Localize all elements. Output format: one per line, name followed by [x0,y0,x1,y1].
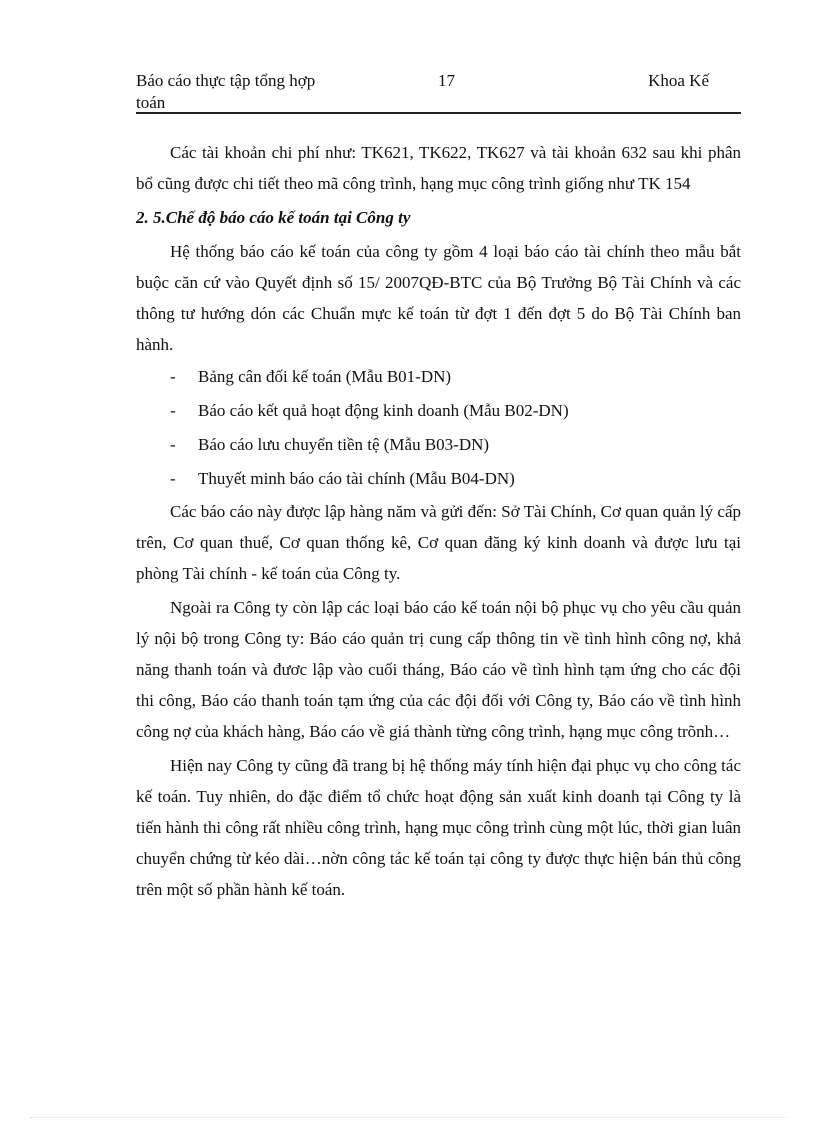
section-heading: 2. 5.Chế độ báo cáo kế toán tại Công ty [136,208,411,227]
list-item: - Báo cáo kết quả hoạt động kinh doanh (Mẫu B02-DN) [170,401,569,420]
list-item: - Thuyết minh báo cáo tài chính (Mẫu B04-DN) [170,469,515,488]
page-header [136,68,741,114]
header-title [136,70,315,114]
paragraph-report-recipients: Các báo cáo này được lập hàng năm và gửi đến: Sở Tài Chính, Cơ quan quản lý cấp trên, Cơ quan thuế, Cơ quan thống kê, Cơ quan đăng ký kinh doanh và được lưu tại phòng Tài chính - kế toán của Công ty. [136,502,741,583]
paragraph-internal-reports: Ngoài ra Công ty còn lập các loại báo cáo kế toán nội bộ phục vụ cho yêu cầu quản lý nội bộ trong Công ty: Báo cáo quản trị cung cấp thông tin về tình hình công nợ, khả năng thanh toán và đươc lập vào cuối tháng, Báo cáo về tình hình tạm ứng cho các đội thi công, Báo cáo thanh toán tạm ứng của các đội đối với Công ty, Báo cáo về tình hình công nợ của khách hàng, Báo cáo về giá thành từng công trình, hạng mục công trõnh… [136,598,741,741]
paragraph-accounts: Các tài khoản chi phí như: TK621, TK622, TK627 và tài khoản 632 sau khi phân bổ cũng được chi tiết theo mã công trình, hạng mục công trình giống như TK 154 [136,143,741,193]
report-list [136,360,741,496]
header-title-line2: toán [136,93,166,112]
list-item: - Bảng cân đối kế toán (Mẫu B01-DN) [170,367,452,386]
list-item: - Báo cáo lưu chuyển tiền tệ (Mẫu B03-DN) [170,435,490,454]
paragraph-report-system: Hệ thống báo cáo kế toán của công ty gồm 4 loại báo cáo tài chính theo mẫu bắt buộc căn cứ vào Quyết định số 15/ 2007QĐ-BTC của Bộ Trưởng Bộ Tài Chính và các thông tư hướng dón các Chuẩn mực kế toán từ đợt 1 đến đợt 5 do Bộ Tài Chính ban hành. [136,242,741,354]
page-bottom-border [30,1117,786,1118]
document-body [136,137,741,905]
header-department: Khoa Kế [648,71,709,90]
page-number: 17 [438,71,455,90]
header-title-line1: Báo cáo thực tập tổng hợp [136,71,316,90]
paragraph-computer-system: Hiện nay Công ty cũng đã trang bị hệ thống máy tính hiện đại phục vụ cho công tác kế toán. Tuy nhiên, do đặc điểm tổ chức hoạt động sản xuất kinh doanh tại Công ty là tiến hành thi công rất nhiều công trình, hạng mục công trình cùng một lúc, thời gian luân chuyển chứng từ kéo dài…nờn công tác kế toán tại công ty được thực hiện bán thủ công trên một số phần hành kế toán. [136,756,741,899]
